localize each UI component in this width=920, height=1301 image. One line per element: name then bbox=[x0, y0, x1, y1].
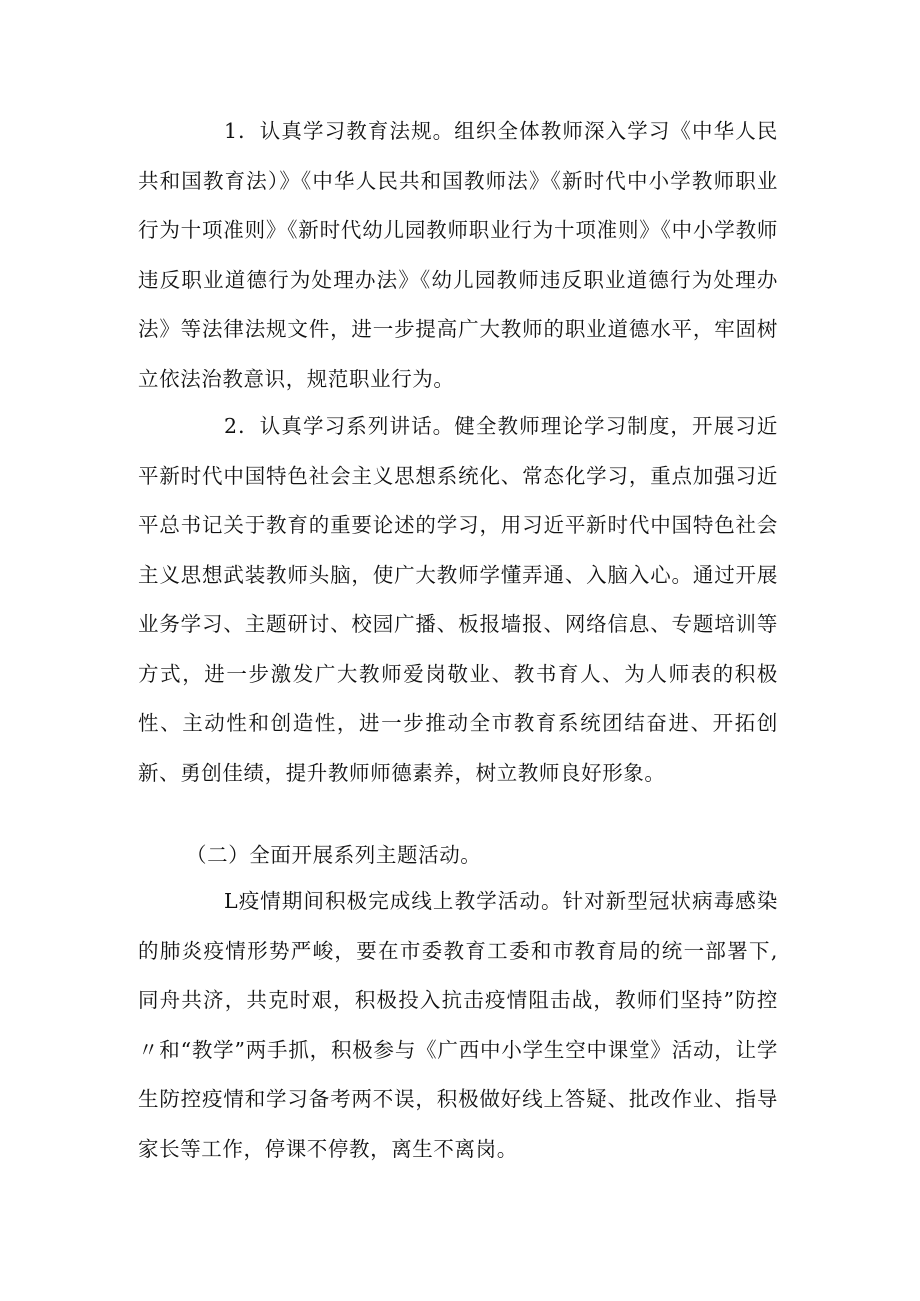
paragraph-online-teaching: L疫情期间积极完成线上教学活动。针对新型冠状病毒感染的肺炎疫情形势严峻，要在市委教育工委和市教育局的统一部署下,同舟共济，共克时艰，积极投入抗击疫情阻击战，教师们坚持”防控〃和“教学”两手抓，积极参与《广西中小学生空中课堂》活动，让学生防控疫情和学习备考两不误，积极做好线上答疑、批改作业、指导家长等工作，停课不停教，离生不离岗。 bbox=[138, 889, 778, 1161]
paragraph-study-speech-series: 2．认真学习系列讲话。健全教师理论学习制度，开展习近平新时代中国特色社会主义思想系统化、常态化学习，重点加强习近平总书记关于教育的重要论述的学习，用习近平新时代中国特色社会主义思想武装教师头脑，使广大教师学懂弄通、入脑入心。通过开展业务学习、主题研讨、校园广播、板报墙报、网络信息、专题培训等方式，进一步激发广大教师爱岗敬业、教书育人、为人师表的积极性、主动性和创造性，进一步推动全市教育系统团结奋进、开拓创新、勇创佳绩，提升教师师德素养，树立教师良好形象。 bbox=[138, 414, 778, 785]
section-heading: （二）全面开展系列主题活动。 bbox=[186, 843, 482, 867]
paragraph-study-education-laws: 1．认真学习教育法规。组织全体教师深入学习《中华人民共和国教育法）》《中华人民共和国教师法》《新时代中小学教师职业行为十项准则》《新时代幼儿园教师职业行为十项准则》《中小学教师违反职业道德行为处理办法》《幼儿园教师违反职业道德行为处理办法》等法律法规文件，进一步提高广大教师的职业道德水平，牢固树立依法治教意识，规范职业行为。 bbox=[138, 119, 778, 391]
